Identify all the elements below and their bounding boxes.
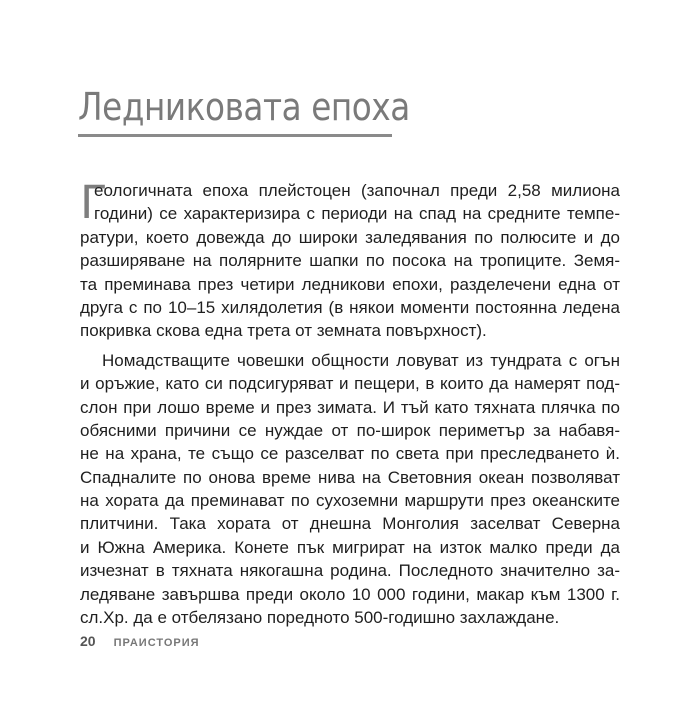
text-line: Номадстващите човешки общности ловуват из тундрата с огън xyxy=(102,350,620,370)
page-number: 20 xyxy=(80,633,96,649)
text-line: покривка скова една трета от земната повърхност). xyxy=(80,321,487,341)
text-line: ратури, което довежда до широки заледявания по полюсите и до xyxy=(80,227,620,247)
text-line: плитчини. Така хората от днешна Монголия заселват Северна xyxy=(80,514,620,534)
drop-cap-letter: Г xyxy=(80,176,108,229)
text-line: Спадналите по онова време нива на Световния океан позволяват xyxy=(80,467,620,487)
text-line: та преминава през четири ледникови епохи, разделечени една от xyxy=(80,274,620,294)
body-text xyxy=(80,176,620,629)
chapter-heading xyxy=(78,84,410,137)
text-line: слон при лошо време и през зимата. И тъй като тяхната плячка по xyxy=(80,397,620,417)
text-line: друга с по 10–15 хилядолетия (в някои моменти постоянна ледена xyxy=(80,297,620,317)
chapter-title: Ледниковата епоха xyxy=(78,85,410,129)
paragraph-2 xyxy=(80,349,620,630)
paragraph-1 xyxy=(80,176,620,343)
text-line: и Южна Америка. Конете пък мигрират на изток малко преди да xyxy=(80,537,620,557)
text-line: на хората да преминават по сухоземни маршрути през океанските xyxy=(80,491,620,511)
title-underline xyxy=(78,134,392,137)
text-line: еологичната епоха плейстоцен (започнал преди 2,58 милиона xyxy=(94,181,620,200)
text-line: ледяване завършва преди около 10 000 години, макар към 1300 г. xyxy=(80,584,620,604)
text-line: изчезнат в тяхната някогашна родина. Последното значително за- xyxy=(80,561,620,581)
text-line: разширяване на полярните шапки по посока на тропиците. Земя- xyxy=(80,251,620,271)
running-section-title: ПРАИСТОРИЯ xyxy=(113,637,200,649)
text-line: сл.Хр. да е отбелязано поредното 500-годишно захлаждане. xyxy=(80,608,560,628)
text-line: и оръжие, като си подсигуряват и пещери, в които да намерят под- xyxy=(80,374,620,394)
text-line: обясними причини се нуждае от по-широк периметър за набавя- xyxy=(80,420,620,440)
page-footer xyxy=(80,633,200,653)
text-line: не на храна, те също се разселват по света при преследването ѝ. xyxy=(80,444,620,464)
text-line: години) се характеризира с периоди на спад на средните темпе- xyxy=(94,204,620,224)
